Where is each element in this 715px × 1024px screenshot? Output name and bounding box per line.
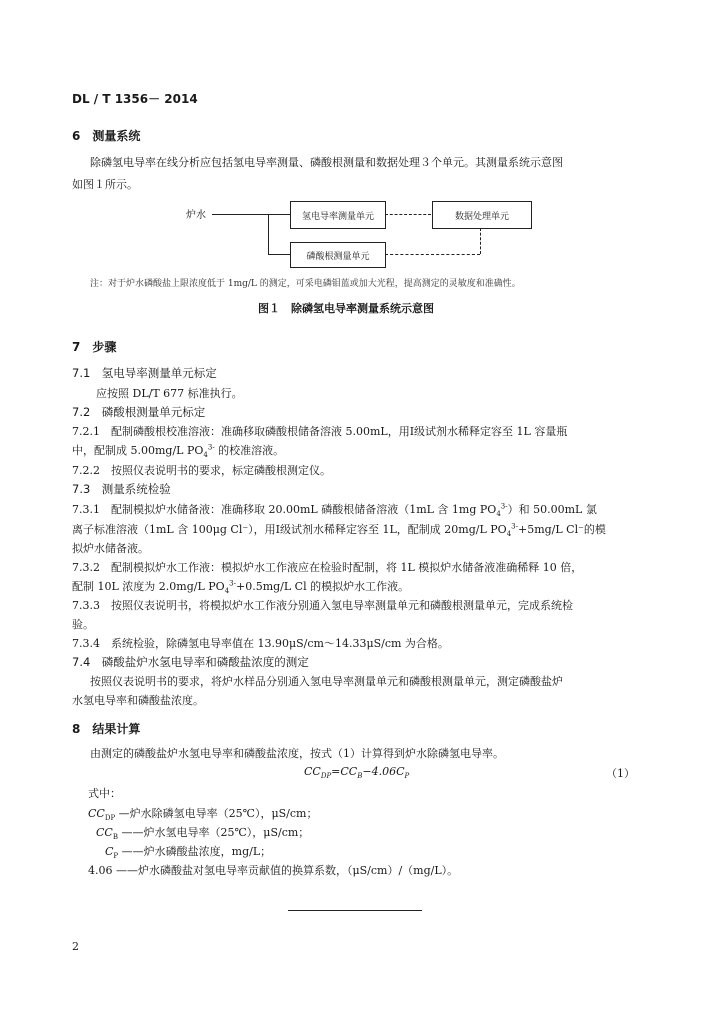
dashed-vertical-link	[480, 228, 481, 254]
end-rule	[288, 910, 422, 911]
dashed-link-to-data-unit	[385, 214, 431, 215]
variable-ccdp-def: $CC_{DP}$ —炉水除磷氢电导率（25℃），μS/cm；	[88, 807, 318, 823]
variable-ccb-def: $CC_B$ ——炉水氢电导率（25℃），μS/cm；	[96, 826, 310, 842]
hydrogen-conductivity-unit-box	[290, 201, 386, 229]
figure-caption: 图１ 除磷氢电导率测量系统示意图	[258, 302, 434, 315]
figure-input-label: 炉水	[186, 210, 206, 221]
phosphate-unit-box	[290, 242, 386, 268]
section-7-3-2-line1: 7.3.2 配制模拟炉水工作液：模拟炉水工作液应在检验时配制，将 1L 模拟炉水储备液准确稀释 10 倍，	[72, 561, 583, 574]
section-7-3-4-text: 7.3.4 系统检验，除磷氢电导率值在 13.90μS/cm～14.33μS/cm 为合格。	[72, 637, 449, 650]
section-7-3-1-line3: 拟炉水储备液。	[72, 542, 149, 555]
constant-4-06-def: 4.06 ——炉水磷酸盐对氢电导率贡献值的换算系数，（μS/cm）/（mg/L）。	[88, 864, 459, 877]
where-label: 式中：	[88, 787, 121, 800]
figure-note: 注：对于炉水磷酸盐上限浓度低于 1mg/L 的测定，可采电磷钼蓝或加大光程，提高测定的灵敏度和准确性。	[90, 279, 521, 289]
section-7-4-title: 7.4 磷酸盐炉水氢电导率和磷酸盐浓度的测定	[72, 655, 309, 669]
section-6-title: 6 测量系统	[72, 129, 141, 143]
section-7-4-line1: 按照仪表说明书的要求，将炉水样品分别通入氢电导率测量单元和磷酸根测量单元，测定磷酸盐炉	[90, 675, 563, 688]
branch-to-phosphate-line	[268, 254, 290, 255]
section-7-3-3-line1: 7.3.3 按照仪表说明书，将模拟炉水工作液分别通入氢电导率测量单元和磷酸根测量单元，完成系统检	[72, 599, 573, 612]
hydrogen-conductivity-unit-label: 氢电导率测量单元	[301, 211, 374, 222]
data-processing-unit-box	[432, 201, 532, 229]
page-number: 2	[72, 940, 79, 953]
section-6-text-line2: 如图１所示。	[72, 178, 138, 191]
data-processing-unit-label: 数据处理单元	[454, 211, 509, 222]
equation-number: （1）	[606, 767, 635, 780]
section-7-3-3-line2: 验。	[72, 618, 94, 631]
section-7-3-1-line2: 离子标准溶液（1mL 含 100μg Cl⁻），用Ⅰ级试剂水稀释定容至 1L，配制成 20mg/L $PO_4^{3-}+5mg/L$ Cl⁻的模	[72, 522, 606, 539]
section-7-2-1-line1: 7.2.1 配制磷酸根校准溶液：准确移取磷酸根储备溶液 5.00mL，用Ⅰ级试剂水稀释定容至 1L 容量瓶	[72, 425, 568, 438]
section-7-title: 7 步骤	[72, 340, 117, 354]
section-7-1-text: 应按照 DL/T 677 标准执行。	[96, 387, 243, 400]
input-line	[212, 214, 290, 215]
section-8-intro: 由测定的磷酸盐炉水氢电导率和磷酸盐浓度，按式（1）计算得到炉水除磷氢电导率。	[90, 747, 504, 760]
formula: $CC_{DP}=CC_B-4.06C_P$	[304, 765, 410, 781]
section-7-3-2-line2: 配制 10L 浓度为 2.0mg/L $PO_4^{3-}+0.5mg/L$ Cl 的模拟炉水工作液。	[72, 579, 410, 596]
section-7-3-1-line1: 7.3.1 配制模拟炉水储备液：准确移取 20.00mL 磷酸根储备溶液（1mL 含 1mg $PO_4^{3-}$）和 50.00mL 氯	[72, 502, 597, 519]
section-7-2-2-text: 7.2.2 按照仪表说明书的要求，标定磷酸根测定仪。	[72, 464, 331, 477]
section-7-2-title: 7.2 磷酸根测量单元标定	[72, 405, 206, 419]
branch-line	[268, 214, 269, 254]
section-6-text-line1: 除磷氢电导率在线分析应包括氢电导率测量、磷酸根测量和数据处理３个单元。其测量系统示意图	[90, 156, 563, 169]
section-7-3-title: 7.3 测量系统检验	[72, 482, 171, 496]
dashed-link-from-phosphate	[385, 254, 480, 255]
variable-cp-def: $C_P$ ——炉水磷酸盐浓度，mg/L；	[105, 845, 272, 861]
doc-code-header: DL / T 1356－ 2014	[72, 92, 198, 106]
section-7-1-title: 7.1 氢电导率测量单元标定	[72, 366, 217, 380]
phosphate-unit-label: 磷酸根测量单元	[306, 251, 370, 262]
section-7-2-1-line2: 中，配制成 5.00mg/L $PO_4^{3-}$ 的校准溶液。	[72, 443, 285, 460]
section-7-4-line2: 水氢电导率和磷酸盐浓度。	[72, 694, 204, 707]
section-8-title: 8 结果计算	[72, 722, 141, 736]
